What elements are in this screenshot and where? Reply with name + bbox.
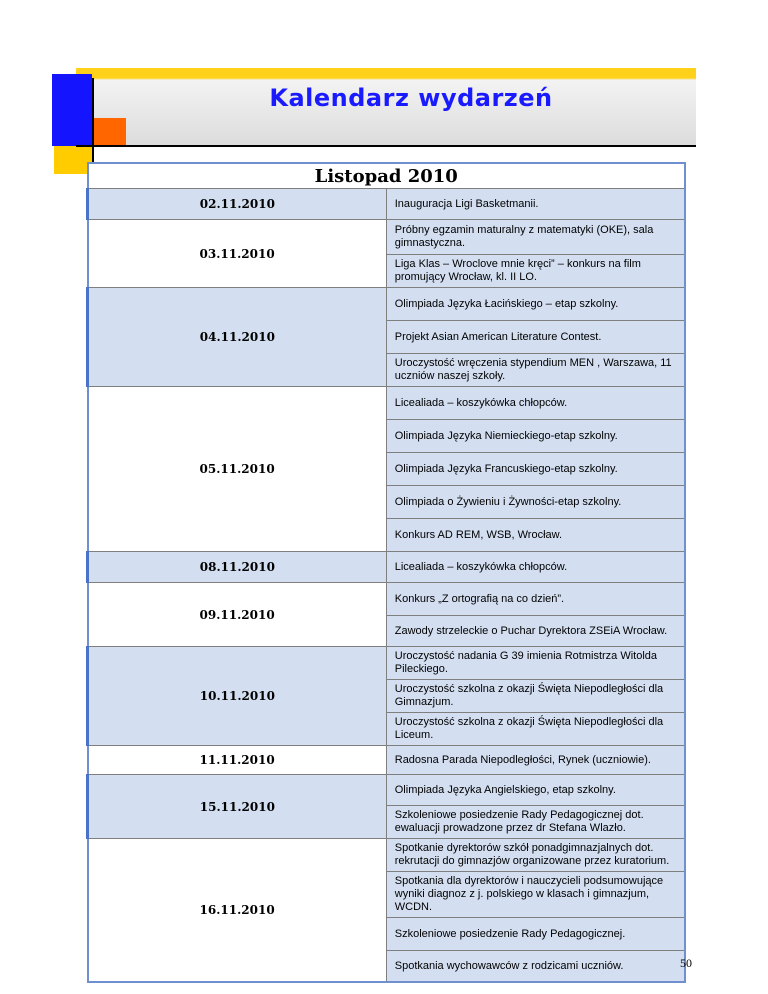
event-date: 05.11.2010	[88, 387, 387, 552]
event-description: Projekt Asian American Literature Contest.	[386, 321, 685, 354]
event-row	[88, 387, 686, 420]
event-row	[88, 552, 686, 583]
event-description: Uroczystość szkolna z okazji Święta Niepodległości dla Gimnazjum.	[386, 680, 685, 713]
event-description: Spotkania dla dyrektorów i nauczycieli podsumowujące wyniki diagnoz z j. polskiego w klasach i gimnazjum, WCDN.	[386, 872, 685, 918]
month-title: Listopad 2010	[88, 163, 686, 189]
event-description: Olimpiada Języka Angielskiego, etap szkolny.	[386, 775, 685, 806]
event-description: Szkoleniowe posiedzenie Rady Pedagogicznej.	[386, 918, 685, 951]
event-row	[88, 746, 686, 775]
event-date: 16.11.2010	[88, 839, 387, 983]
event-date: 08.11.2010	[88, 552, 387, 583]
event-description: Licealiada – koszykówka chłopców.	[386, 552, 685, 583]
event-description: Uroczystość szkolna z okazji Święta Niepodległości dla Liceum.	[386, 713, 685, 746]
event-calendar-table	[86, 162, 686, 983]
event-date: 11.11.2010	[88, 746, 387, 775]
event-description: Olimpiada o Żywieniu i Żywności-etap szkolny.	[386, 486, 685, 519]
event-description: Inauguracja Ligi Basketmanii.	[386, 189, 685, 220]
event-date: 09.11.2010	[88, 583, 387, 647]
event-date: 02.11.2010	[88, 189, 387, 220]
event-description: Olimpiada Języka Francuskiego-etap szkolny.	[386, 453, 685, 486]
page-title: Kalendarz wydarzeń	[269, 84, 553, 112]
event-description: Liga Klas – Wroclove mnie kręci” – konkurs na film promujący Wrocław, kl. II LO.	[386, 255, 685, 288]
event-row	[88, 839, 686, 872]
event-row	[88, 647, 686, 680]
event-description: Olimpiada Języka Łacińskiego – etap szkolny.	[386, 288, 685, 321]
event-description: Licealiada – koszykówka chłopców.	[386, 387, 685, 420]
event-row	[88, 775, 686, 806]
month-title-row	[88, 163, 686, 189]
event-row	[88, 220, 686, 255]
page-number: 50	[680, 956, 692, 970]
event-row	[88, 189, 686, 220]
event-description: Próbny egzamin maturalny z matematyki (OKE), sala gimnastyczna.	[386, 220, 685, 255]
event-date: 03.11.2010	[88, 220, 387, 288]
event-date: 04.11.2010	[88, 288, 387, 387]
event-description: Olimpiada Języka Niemieckiego-etap szkolny.	[386, 420, 685, 453]
event-date: 10.11.2010	[88, 647, 387, 746]
event-description: Uroczystość wręczenia stypendium MEN , Warszawa, 11 uczniów naszej szkoły.	[386, 354, 685, 387]
event-description: Zawody strzeleckie o Puchar Dyrektora ZSEiA Wrocław.	[386, 616, 685, 647]
event-description: Radosna Parada Niepodległości, Rynek (uczniowie).	[386, 746, 685, 775]
event-description: Spotkanie dyrektorów szkół ponadgimnazjalnych dot. rekrutacji do gimnazjów organizowane przez kuratorium.	[386, 839, 685, 872]
event-description: Konkurs AD REM, WSB, Wrocław.	[386, 519, 685, 552]
decor-orange-square	[92, 118, 126, 146]
event-row	[88, 583, 686, 616]
decor-horizontal-line	[76, 145, 696, 147]
decor-blue-square	[52, 74, 92, 146]
event-description: Szkoleniowe posiedzenie Rady Pedagogicznej dot. ewaluacji prowadzone przez dr Stefana Wlazło.	[386, 806, 685, 839]
event-row	[88, 288, 686, 321]
event-description: Konkurs „Z ortografią na co dzień”.	[386, 583, 685, 616]
event-date: 15.11.2010	[88, 775, 387, 839]
event-description: Spotkania wychowawców z rodzicami uczniów.	[386, 951, 685, 983]
event-description: Uroczystość nadania G 39 imienia Rotmistrza Witolda Pileckiego.	[386, 647, 685, 680]
